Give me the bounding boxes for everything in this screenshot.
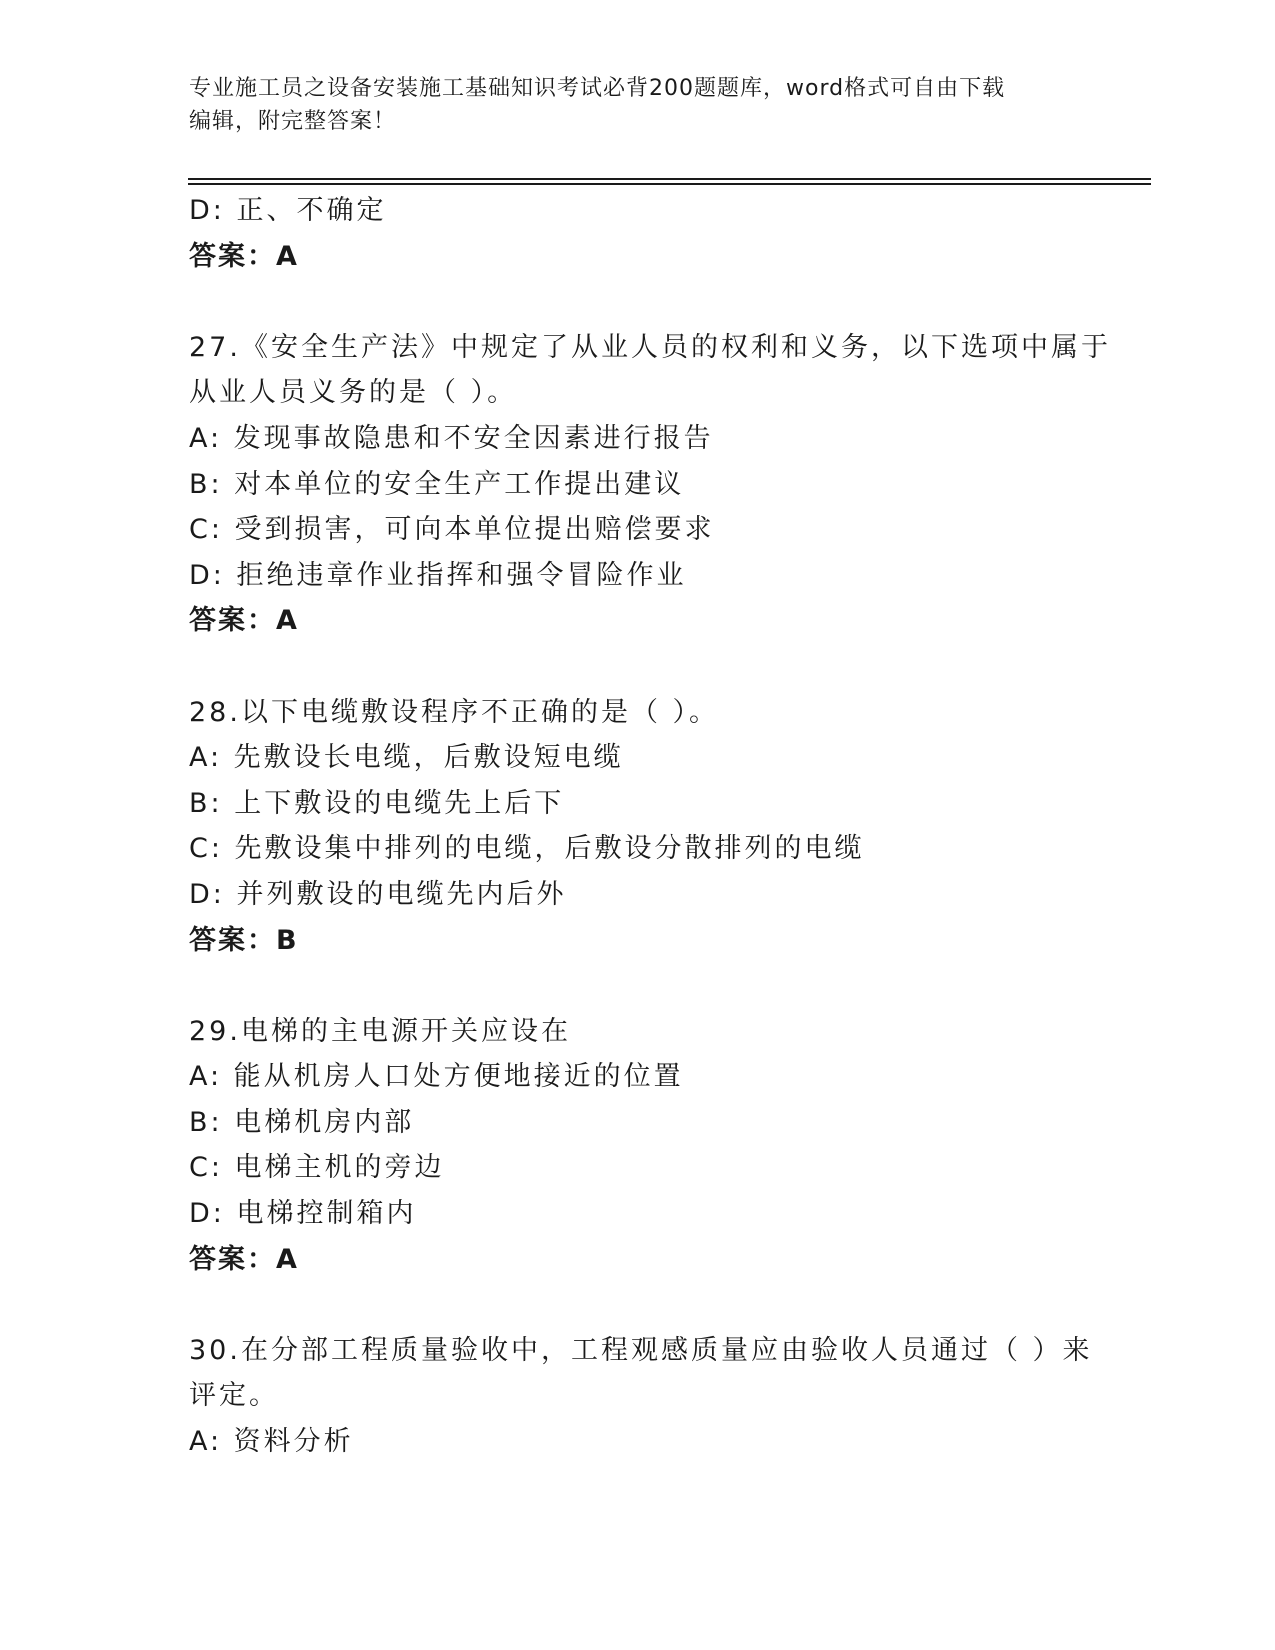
option-d: D: 并列敷设的电缆先内后外: [189, 878, 567, 910]
option-b: B: 上下敷设的电缆先上后下: [189, 787, 565, 819]
option-a: A: 资料分析: [189, 1426, 354, 1458]
document-body: [189, 188, 1111, 1465]
option-d: D: 电梯控制箱内: [189, 1198, 417, 1230]
answer: 答案：A: [189, 605, 299, 637]
option-a: A: 能从机房人口处方便地接近的位置: [189, 1061, 684, 1093]
question-stem: 30.在分部工程质量验收中，工程观感质量应由验收人员通过（ ）来: [189, 1334, 1093, 1366]
header-divider-top: [188, 178, 1151, 180]
question-29: [189, 1009, 1089, 1283]
option-b: B: 对本单位的安全生产工作提出建议: [189, 468, 685, 500]
previous-option-d: D: 正、不确定: [189, 195, 387, 226]
document-header: [189, 72, 1089, 138]
question-stem: 29.电梯的主电源开关应设在: [189, 1015, 571, 1047]
option-b: B: 电梯机房内部: [189, 1106, 415, 1138]
option-c: C: 先敷设集中排列的电缆，后敷设分散排列的电缆: [189, 833, 865, 865]
option-d: D: 拒绝违章作业指挥和强令冒险作业: [189, 559, 687, 591]
question-27: [189, 325, 1111, 644]
question-stem-continued: 从业人员义务的是（ ）。: [189, 377, 518, 409]
answer: 答案：A: [189, 1243, 299, 1275]
option-a: A: 先敷设长电缆，后敷设短电缆: [189, 742, 624, 774]
question-30: [189, 1328, 1093, 1465]
spacer: [189, 1282, 1089, 1328]
question-stem: 27.《安全生产法》中规定了从业人员的权利和义务，以下选项中属于: [189, 331, 1111, 363]
previous-answer: 答案：A: [189, 240, 299, 272]
question-stem: 28.以下电缆敷设程序不正确的是（ ）。: [189, 696, 720, 728]
question-stem-continued: 评定。: [189, 1380, 279, 1412]
spacer: [189, 279, 1089, 325]
header-divider-bottom: [188, 183, 1151, 185]
header-title-line-1: 专业施工员之设备安装施工基础知识考试必背200题题库，word格式可自由下载: [189, 76, 1006, 101]
option-c: C: 受到损害，可向本单位提出赔偿要求: [189, 514, 715, 546]
option-a: A: 发现事故隐患和不安全因素进行报告: [189, 422, 714, 454]
header-title-line-2: 编辑，附完整答案！: [189, 109, 397, 134]
spacer: [189, 644, 1089, 690]
answer: 答案：B: [189, 924, 299, 956]
option-c: C: 电梯主机的旁边: [189, 1152, 445, 1184]
question-28: [189, 690, 1089, 964]
spacer: [189, 963, 1089, 1009]
